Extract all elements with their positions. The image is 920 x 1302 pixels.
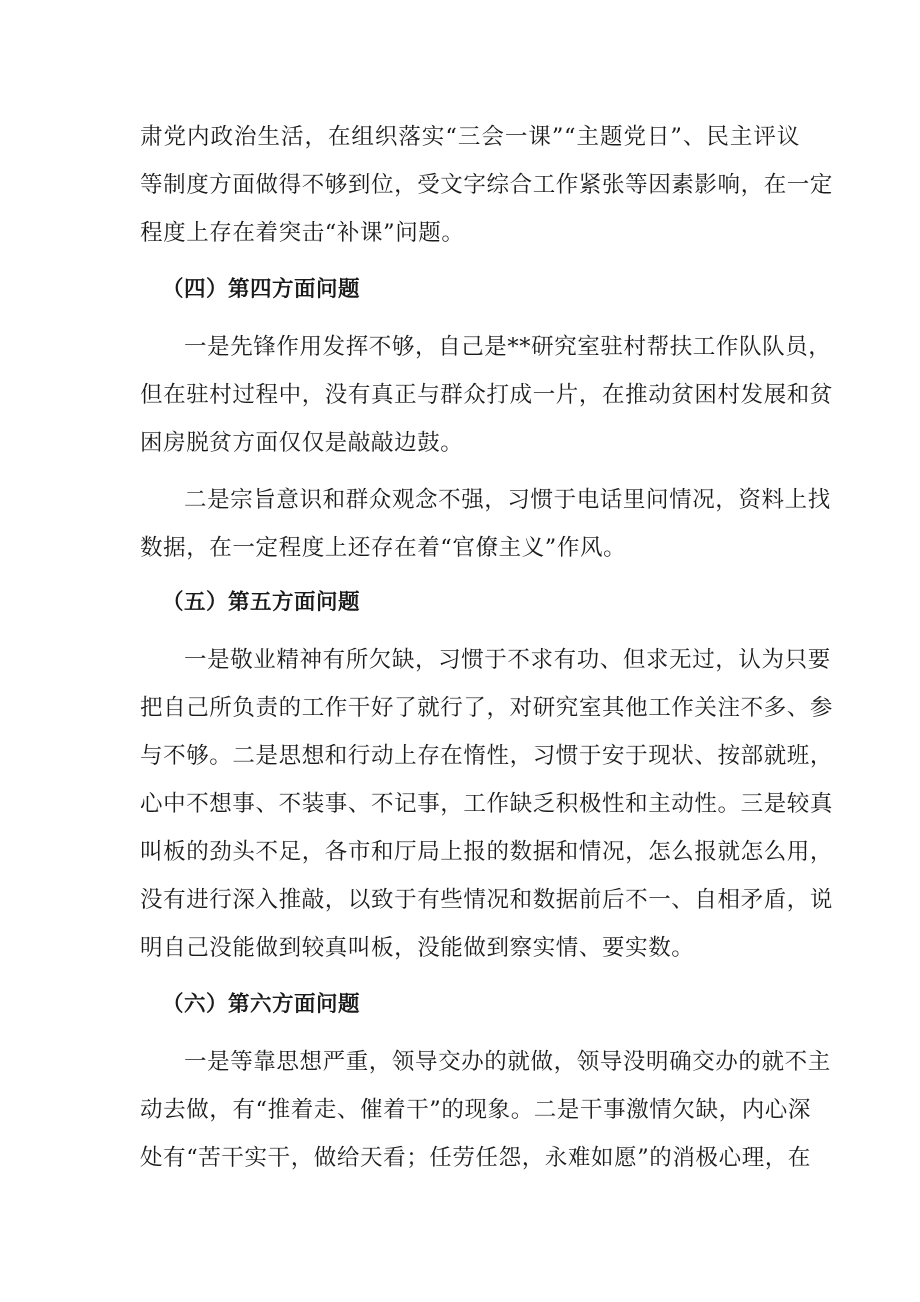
- continuation-line-2: 等制度方面做得不够到位，受文字综合工作紧张等因素影响，在一定: [140, 172, 834, 198]
- section-5-para-1-line-2: 把自己所负责的工作干好了就行了，对研究室其他工作关注不多、参: [140, 695, 834, 721]
- continuation-line-1: 肃党内政治生活，在组织落实“三会一课”“主题党日”、民主评议: [140, 124, 800, 150]
- section-4-para-1-line-1: 一是先锋作用发挥不够，自己是**研究室驻村帮扶工作队队员，: [184, 334, 832, 360]
- section-5-heading: （五）第五方面问题: [162, 590, 361, 615]
- continuation-line-3: 程度上存在着突击“补课”问题。: [140, 220, 465, 246]
- section-5-para-1-line-5: 叫板的劲头不足，各市和厅局上报的数据和情况，怎么报就怎么用，: [140, 839, 834, 865]
- section-6-para-1-line-3: 处有“苦干实干，做给天看；任劳任怨，永难如愿”的消极心理，在: [140, 1145, 812, 1171]
- section-5-para-1-line-4: 心中不想事、不装事、不记事，工作缺乏积极性和主动性。三是较真: [140, 791, 834, 817]
- section-5-para-1-line-3: 与不够。二是思想和行动上存在惰性，习惯于安于现状、按部就班，: [140, 743, 834, 769]
- section-5-para-1-line-1: 一是敬业精神有所欠缺，习惯于不求有功、但求无过，认为只要: [184, 647, 831, 673]
- section-5-para-1-line-6: 没有进行深入推敲，以致于有些情况和数据前后不一、自相矛盾，说: [140, 887, 834, 913]
- section-4-para-1-line-3: 困房脱贫方面仅仅是敲敲边鼓。: [140, 430, 464, 456]
- section-6-heading: （六）第六方面问题: [162, 992, 361, 1017]
- section-4-para-2-line-2: 数据，在一定程度上还存在着“官僚主义”作风。: [140, 535, 627, 561]
- section-5-para-1-line-7: 明自己没能做到较真叫板，没能做到察实情、要实数。: [140, 935, 695, 961]
- section-6-para-1-line-1: 一是等靠思想严重，领导交办的就做，领导没明确交办的就不主: [184, 1049, 831, 1075]
- section-6-para-1-line-2: 动去做，有“推着走、催着干”的现象。二是干事激情欠缺，内心深: [140, 1097, 812, 1123]
- section-4-para-2-line-1: 二是宗旨意识和群众观念不强，习惯于电话里问情况，资料上找: [184, 487, 831, 513]
- section-4-para-1-line-2: 但在驻村过程中，没有真正与群众打成一片，在推动贫困村发展和贫: [140, 382, 834, 408]
- section-4-heading: （四）第四方面问题: [162, 277, 361, 302]
